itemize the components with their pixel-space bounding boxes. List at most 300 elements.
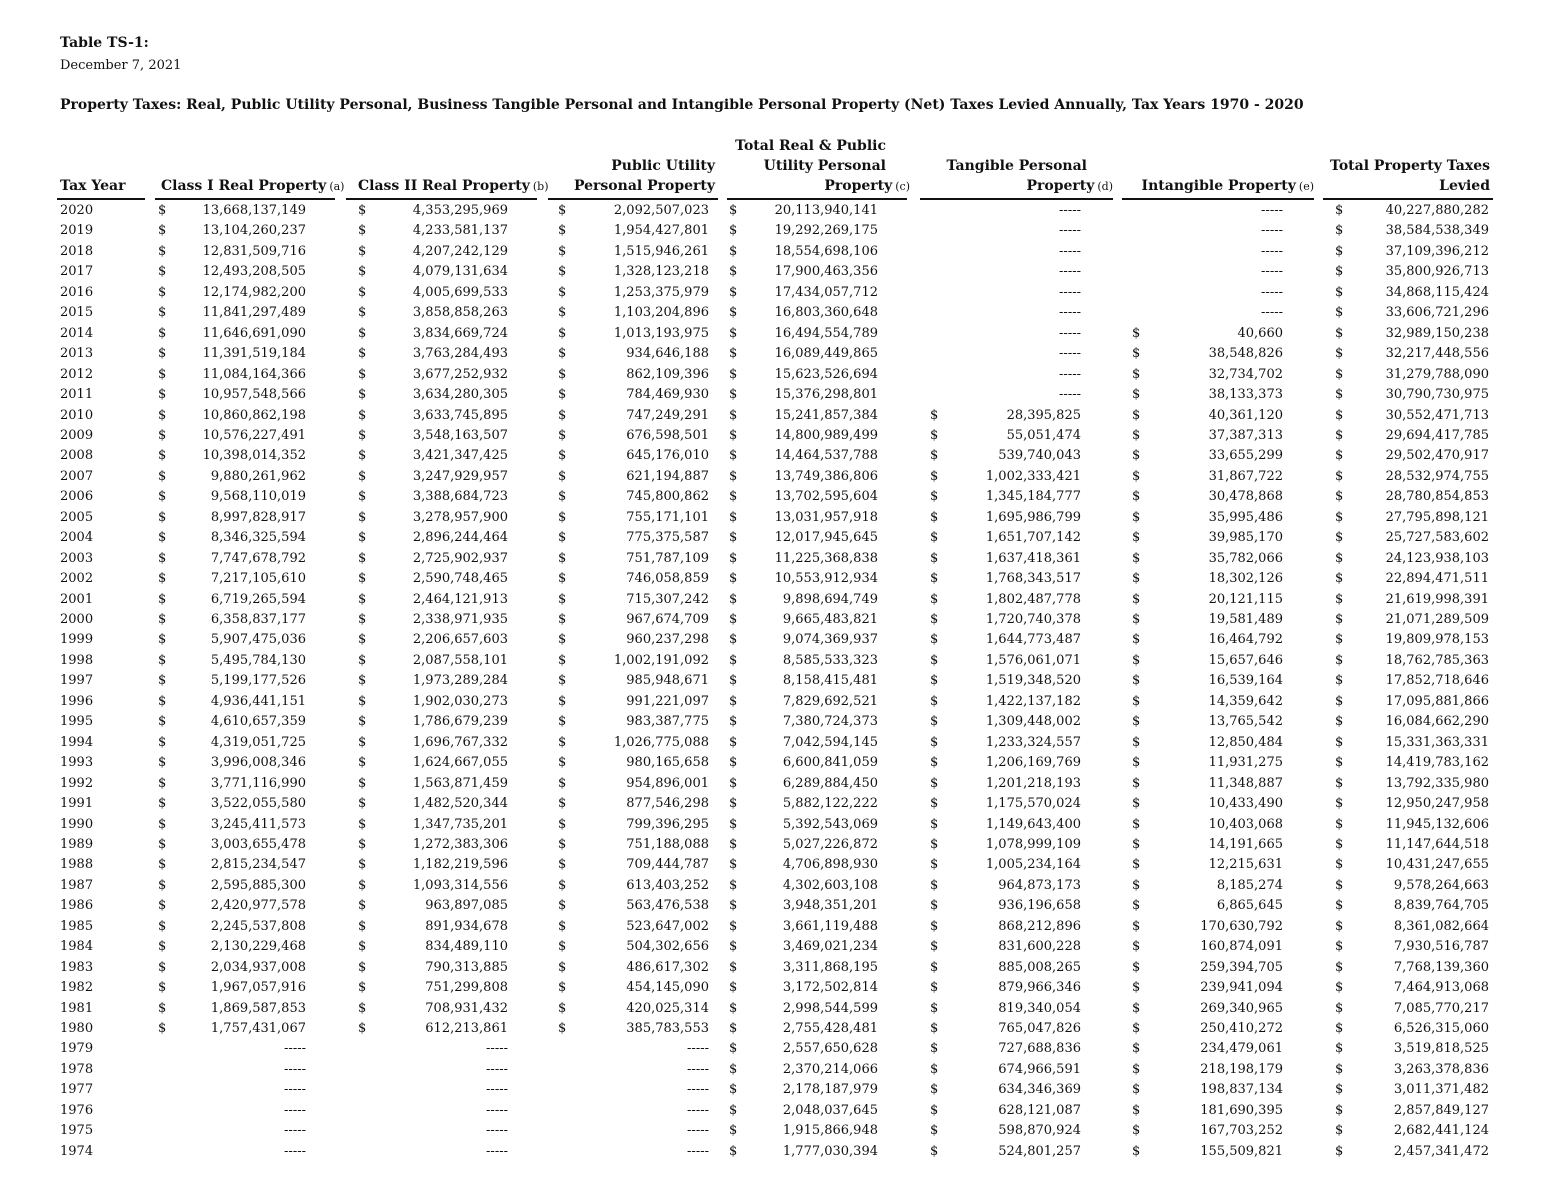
dollar-sign: $ xyxy=(729,366,738,382)
intangible-value: 40,660 xyxy=(1237,325,1283,341)
dollar-sign: $ xyxy=(1132,387,1141,403)
dollar-sign: $ xyxy=(558,836,567,852)
total-taxes-value: 2,857,849,127 xyxy=(1393,1102,1489,1118)
dollar-sign: $ xyxy=(158,877,167,893)
dollar-sign: $ xyxy=(1335,980,1344,996)
dollar-sign: $ xyxy=(1335,468,1344,484)
public-utility-value: 523,647,002 xyxy=(626,918,709,934)
header-intangible-label: Intangible Property xyxy=(1141,178,1296,194)
table-row xyxy=(0,1080,1553,1101)
dollar-sign: $ xyxy=(358,918,367,934)
total-real-pu-value: 14,800,989,499 xyxy=(774,427,878,443)
tax-year-cell: 1984 xyxy=(60,939,94,955)
public-utility-value: 862,109,396 xyxy=(626,366,709,382)
public-utility-value: 1,328,123,218 xyxy=(613,264,709,280)
dollar-sign: $ xyxy=(558,918,567,934)
class1-value: 3,522,055,580 xyxy=(210,796,306,812)
class2-value: 834,489,110 xyxy=(425,939,508,955)
public-utility-value: ----- xyxy=(687,1041,709,1057)
tax-year-cell: 1995 xyxy=(60,714,94,730)
public-utility-value: 2,092,507,023 xyxy=(613,203,709,218)
table-row xyxy=(0,201,1553,222)
intangible-value: 35,782,066 xyxy=(1208,550,1283,566)
dollar-sign: $ xyxy=(1335,264,1344,280)
tax-year-cell: 1983 xyxy=(60,959,94,975)
dollar-sign: $ xyxy=(1132,448,1141,464)
dollar-sign: $ xyxy=(930,693,939,709)
total-taxes-value: 35,800,926,713 xyxy=(1385,264,1489,280)
class1-value: ----- xyxy=(284,1041,306,1057)
tangible-value: 598,870,924 xyxy=(998,1123,1081,1139)
dollar-sign: $ xyxy=(1132,1143,1141,1159)
class2-value: 3,834,669,724 xyxy=(412,325,508,341)
class2-value: 2,590,748,465 xyxy=(412,571,508,587)
header-class1-note: (a) xyxy=(329,180,345,193)
dollar-sign: $ xyxy=(1132,1000,1141,1016)
header-public-utility xyxy=(570,156,715,196)
tangible-value: ----- xyxy=(1059,284,1081,300)
dollar-sign: $ xyxy=(558,1021,567,1036)
class2-value: 1,182,219,596 xyxy=(412,857,508,873)
public-utility-value: 746,058,859 xyxy=(626,571,709,587)
dollar-sign: $ xyxy=(930,1143,939,1159)
dollar-sign: $ xyxy=(1335,714,1344,730)
dollar-sign: $ xyxy=(729,632,738,648)
dollar-sign: $ xyxy=(358,796,367,812)
dollar-sign: $ xyxy=(358,939,367,955)
dollar-sign: $ xyxy=(358,632,367,648)
tangible-value: 1,422,137,182 xyxy=(985,693,1081,709)
tangible-value: ----- xyxy=(1059,346,1081,362)
class1-value: 5,495,784,130 xyxy=(210,652,306,668)
public-utility-value: 645,176,010 xyxy=(626,448,709,464)
intangible-value: 155,509,821 xyxy=(1200,1143,1283,1159)
class2-value: 1,482,520,344 xyxy=(412,796,508,812)
total-real-pu-value: 4,302,603,108 xyxy=(782,877,878,893)
header-public-utility-line1: Public Utility xyxy=(611,158,715,174)
class2-value: ----- xyxy=(486,1041,508,1057)
dollar-sign: $ xyxy=(558,673,567,689)
intangible-value: 259,394,705 xyxy=(1200,959,1283,975)
table-row xyxy=(0,1039,1553,1060)
total-taxes-value: 9,578,264,663 xyxy=(1393,877,1489,893)
public-utility-value: 621,194,887 xyxy=(626,468,709,484)
public-utility-value: 877,546,298 xyxy=(626,796,709,812)
dollar-sign: $ xyxy=(358,693,367,709)
dollar-sign: $ xyxy=(930,468,939,484)
tangible-value: 55,051,474 xyxy=(1006,427,1081,443)
tax-year-cell: 1981 xyxy=(60,1000,94,1016)
dollar-sign: $ xyxy=(729,591,738,607)
dollar-sign: $ xyxy=(729,468,738,484)
total-real-pu-value: 2,557,650,628 xyxy=(782,1041,878,1057)
public-utility-value: ----- xyxy=(687,1123,709,1139)
table-date: December 7, 2021 xyxy=(60,58,182,73)
dollar-sign: $ xyxy=(930,755,939,771)
dollar-sign: $ xyxy=(1335,693,1344,709)
class1-value: 8,346,325,594 xyxy=(210,530,306,546)
total-taxes-value: 6,526,315,060 xyxy=(1393,1021,1489,1036)
dollar-sign: $ xyxy=(358,591,367,607)
dollar-sign: $ xyxy=(729,325,738,341)
dollar-sign: $ xyxy=(930,775,939,791)
public-utility-value: 751,787,109 xyxy=(626,550,709,566)
class2-value: 3,634,280,305 xyxy=(412,387,508,403)
dollar-sign: $ xyxy=(358,284,367,300)
public-utility-value: 709,444,787 xyxy=(626,857,709,873)
dollar-sign: $ xyxy=(1335,939,1344,955)
tax-year-cell: 2014 xyxy=(60,325,94,341)
public-utility-value: 1,013,193,975 xyxy=(613,325,709,341)
tangible-value: 868,212,896 xyxy=(998,918,1081,934)
dollar-sign: $ xyxy=(558,387,567,403)
table-row xyxy=(0,753,1553,774)
tax-year-cell: 1988 xyxy=(60,857,94,873)
total-real-pu-value: 10,553,912,934 xyxy=(774,571,878,587)
dollar-sign: $ xyxy=(1335,346,1344,362)
table-row xyxy=(0,917,1553,938)
class2-value: 3,763,284,493 xyxy=(412,346,508,362)
dollar-sign: $ xyxy=(729,284,738,300)
header-total-taxes-line2: Levied xyxy=(1439,178,1490,194)
total-real-pu-value: 5,027,226,872 xyxy=(782,836,878,852)
dollar-sign: $ xyxy=(1335,407,1344,423)
total-real-pu-value: 15,241,857,384 xyxy=(774,407,878,423)
header-public-utility-line2: Personal Property xyxy=(573,178,715,194)
header-total-real-pu xyxy=(735,136,910,197)
dollar-sign: $ xyxy=(1335,325,1344,341)
dollar-sign: $ xyxy=(1132,980,1141,996)
dollar-sign: $ xyxy=(1132,509,1141,525)
dollar-sign: $ xyxy=(158,243,167,259)
tax-year-cell: 1986 xyxy=(60,898,94,914)
tangible-value: 634,346,369 xyxy=(998,1082,1081,1098)
rule-intangible xyxy=(1122,198,1314,200)
table-row xyxy=(0,1060,1553,1081)
total-real-pu-value: 3,661,119,488 xyxy=(782,918,878,934)
table-row xyxy=(0,692,1553,713)
dollar-sign: $ xyxy=(1335,284,1344,300)
dollar-sign: $ xyxy=(558,305,567,321)
dollar-sign: $ xyxy=(558,939,567,955)
total-taxes-value: 7,464,913,068 xyxy=(1393,980,1489,996)
dollar-sign: $ xyxy=(158,857,167,873)
dollar-sign: $ xyxy=(1335,796,1344,812)
class1-value: 1,869,587,853 xyxy=(210,1000,306,1016)
dollar-sign: $ xyxy=(930,612,939,627)
dollar-sign: $ xyxy=(158,284,167,300)
dollar-sign: $ xyxy=(558,591,567,607)
table-row xyxy=(0,958,1553,979)
dollar-sign: $ xyxy=(358,530,367,546)
dollar-sign: $ xyxy=(558,203,567,218)
dollar-sign: $ xyxy=(729,959,738,975)
dollar-sign: $ xyxy=(1335,816,1344,832)
table-row xyxy=(0,835,1553,856)
public-utility-value: 747,249,291 xyxy=(626,407,709,423)
intangible-value: ----- xyxy=(1261,243,1283,259)
class1-value: 11,391,519,184 xyxy=(202,346,306,362)
class1-value: 5,199,177,526 xyxy=(210,673,306,689)
table-subtitle: Property Taxes: Real, Public Utility Personal, Business Tangible Personal and Intangible Personal Property (Net) Taxes Levied Annually, Tax Years 1970 - 2020 xyxy=(60,97,1304,113)
class1-value: 11,841,297,489 xyxy=(202,305,306,321)
total-taxes-value: 3,263,378,836 xyxy=(1393,1061,1489,1077)
tax-year-cell: 1991 xyxy=(60,796,94,812)
intangible-value: 37,387,313 xyxy=(1208,427,1283,443)
intangible-value: ----- xyxy=(1261,223,1283,239)
tax-year-cell: 1976 xyxy=(60,1102,94,1118)
dollar-sign: $ xyxy=(729,857,738,873)
header-tax-year: Tax Year xyxy=(60,178,126,194)
dollar-sign: $ xyxy=(358,366,367,382)
total-real-pu-value: 3,172,502,814 xyxy=(782,980,878,996)
tax-year-cell: 2015 xyxy=(60,305,94,321)
intangible-value: 38,548,826 xyxy=(1208,346,1283,362)
total-real-pu-value: 5,882,122,222 xyxy=(782,796,878,812)
class1-value: 2,815,234,547 xyxy=(210,857,306,873)
total-real-pu-value: 2,998,544,599 xyxy=(782,1000,878,1016)
dollar-sign: $ xyxy=(1335,571,1344,587)
tangible-value: 1,002,333,421 xyxy=(985,468,1081,484)
total-taxes-value: 17,852,718,646 xyxy=(1385,673,1489,689)
dollar-sign: $ xyxy=(158,346,167,362)
dollar-sign: $ xyxy=(158,530,167,546)
tax-year-cell: 1977 xyxy=(60,1082,94,1098)
dollar-sign: $ xyxy=(1132,468,1141,484)
public-utility-value: 983,387,775 xyxy=(626,714,709,730)
dollar-sign: $ xyxy=(158,1021,167,1036)
public-utility-value: 745,800,862 xyxy=(626,489,709,505)
dollar-sign: $ xyxy=(729,530,738,546)
dollar-sign: $ xyxy=(1132,714,1141,730)
table-row xyxy=(0,487,1553,508)
tax-year-cell: 2016 xyxy=(60,284,94,300)
intangible-value: 10,403,068 xyxy=(1208,816,1283,832)
dollar-sign: $ xyxy=(1335,959,1344,975)
dollar-sign: $ xyxy=(1335,1102,1344,1118)
table-row xyxy=(0,242,1553,263)
dollar-sign: $ xyxy=(158,918,167,934)
class1-value: 7,217,105,610 xyxy=(210,571,306,587)
dollar-sign: $ xyxy=(158,816,167,832)
class2-value: 4,079,131,634 xyxy=(412,264,508,280)
dollar-sign: $ xyxy=(1335,652,1344,668)
public-utility-value: 991,221,097 xyxy=(626,693,709,709)
dollar-sign: $ xyxy=(558,509,567,525)
header-tangible-line2: Property xyxy=(1026,178,1095,194)
tangible-value: 1,768,343,517 xyxy=(985,571,1081,587)
intangible-value: 33,655,299 xyxy=(1208,448,1283,464)
tangible-value: 1,802,487,778 xyxy=(985,591,1081,607)
tangible-value: 765,047,826 xyxy=(998,1021,1081,1036)
dollar-sign: $ xyxy=(558,693,567,709)
dollar-sign: $ xyxy=(558,264,567,280)
dollar-sign: $ xyxy=(729,714,738,730)
dollar-sign: $ xyxy=(558,775,567,791)
header-tangible xyxy=(930,156,1113,197)
intangible-value: ----- xyxy=(1261,305,1283,321)
table-row xyxy=(0,590,1553,611)
dollar-sign: $ xyxy=(930,836,939,852)
dollar-sign: $ xyxy=(930,550,939,566)
intangible-value: 250,410,272 xyxy=(1200,1021,1283,1036)
table-row xyxy=(0,630,1553,651)
dollar-sign: $ xyxy=(558,530,567,546)
table-row xyxy=(0,406,1553,427)
dollar-sign: $ xyxy=(158,632,167,648)
tax-year-cell: 2009 xyxy=(60,427,94,443)
total-real-pu-value: 13,031,957,918 xyxy=(774,509,878,525)
class2-value: ----- xyxy=(486,1061,508,1077)
class2-value: 3,421,347,425 xyxy=(412,448,508,464)
total-taxes-value: 11,945,132,606 xyxy=(1385,816,1489,832)
tangible-value: 964,873,173 xyxy=(998,877,1081,893)
dollar-sign: $ xyxy=(1132,346,1141,362)
dollar-sign: $ xyxy=(729,796,738,812)
dollar-sign: $ xyxy=(930,1123,939,1139)
dollar-sign: $ xyxy=(358,448,367,464)
total-real-pu-value: 8,585,533,323 xyxy=(782,652,878,668)
tangible-value: 1,519,348,520 xyxy=(985,673,1081,689)
tangible-value: 524,801,257 xyxy=(998,1143,1081,1159)
dollar-sign: $ xyxy=(729,448,738,464)
dollar-sign: $ xyxy=(158,939,167,955)
dollar-sign: $ xyxy=(358,714,367,730)
tax-year-cell: 2005 xyxy=(60,509,94,525)
dollar-sign: $ xyxy=(358,223,367,239)
total-taxes-value: 10,431,247,655 xyxy=(1385,857,1489,873)
intangible-value: ----- xyxy=(1261,203,1283,218)
dollar-sign: $ xyxy=(358,243,367,259)
table-row xyxy=(0,1121,1553,1142)
total-real-pu-value: 7,380,724,373 xyxy=(782,714,878,730)
class1-value: 6,358,837,177 xyxy=(210,612,306,627)
intangible-value: 31,867,722 xyxy=(1208,468,1283,484)
class1-value: 9,568,110,019 xyxy=(210,489,306,505)
table-row xyxy=(0,569,1553,590)
class1-value: 11,646,691,090 xyxy=(202,325,306,341)
class1-value: 6,719,265,594 xyxy=(210,591,306,607)
total-real-pu-value: 17,434,057,712 xyxy=(774,284,878,300)
total-real-pu-value: 2,048,037,645 xyxy=(782,1102,878,1118)
dollar-sign: $ xyxy=(358,1021,367,1036)
total-taxes-value: 7,085,770,217 xyxy=(1393,1000,1489,1016)
table-row xyxy=(0,303,1553,324)
header-tangible-note: (d) xyxy=(1097,180,1113,193)
class2-value: 3,247,929,957 xyxy=(412,468,508,484)
tangible-value: 1,644,773,487 xyxy=(985,632,1081,648)
dollar-sign: $ xyxy=(1132,1061,1141,1077)
dollar-sign: $ xyxy=(729,264,738,280)
dollar-sign: $ xyxy=(558,223,567,239)
intangible-value: 18,302,126 xyxy=(1208,571,1283,587)
public-utility-value: 934,646,188 xyxy=(626,346,709,362)
tangible-value: 1,206,169,769 xyxy=(985,755,1081,771)
total-real-pu-value: 7,829,692,521 xyxy=(782,693,878,709)
class1-value: 12,174,982,200 xyxy=(202,284,306,300)
public-utility-value: 985,948,671 xyxy=(626,673,709,689)
intangible-value: 16,539,164 xyxy=(1208,673,1283,689)
intangible-value: 16,464,792 xyxy=(1208,632,1283,648)
intangible-value: 11,931,275 xyxy=(1208,755,1283,771)
header-total-real-pu-line3: Property xyxy=(824,178,893,194)
total-taxes-value: 30,790,730,975 xyxy=(1385,387,1489,403)
tangible-value: ----- xyxy=(1059,223,1081,239)
header-intangible xyxy=(1130,176,1314,197)
dollar-sign: $ xyxy=(729,652,738,668)
class1-value: 2,420,977,578 xyxy=(210,898,306,914)
public-utility-value: 715,307,242 xyxy=(626,591,709,607)
table-row xyxy=(0,549,1553,570)
tax-year-cell: 1979 xyxy=(60,1041,94,1057)
class1-value: 4,319,051,725 xyxy=(210,734,306,750)
intangible-value: ----- xyxy=(1261,284,1283,300)
intangible-value: 40,361,120 xyxy=(1208,407,1283,423)
dollar-sign: $ xyxy=(558,734,567,750)
table-row xyxy=(0,815,1553,836)
dollar-sign: $ xyxy=(158,734,167,750)
dollar-sign: $ xyxy=(558,407,567,423)
dollar-sign: $ xyxy=(358,325,367,341)
tangible-value: 1,651,707,142 xyxy=(985,530,1081,546)
dollar-sign: $ xyxy=(729,877,738,893)
dollar-sign: $ xyxy=(930,448,939,464)
class2-value: 612,213,861 xyxy=(425,1021,508,1036)
dollar-sign: $ xyxy=(358,980,367,996)
tangible-value: 1,078,999,109 xyxy=(985,836,1081,852)
tax-year-cell: 2001 xyxy=(60,591,94,607)
dollar-sign: $ xyxy=(729,489,738,505)
tangible-value: 1,175,570,024 xyxy=(985,796,1081,812)
class1-value: 1,757,431,067 xyxy=(210,1021,306,1036)
tax-year-cell: 2012 xyxy=(60,366,94,382)
dollar-sign: $ xyxy=(558,284,567,300)
public-utility-value: 954,896,001 xyxy=(626,775,709,791)
class2-value: 3,278,957,900 xyxy=(412,509,508,525)
tax-year-cell: 2007 xyxy=(60,468,94,484)
dollar-sign: $ xyxy=(729,939,738,955)
tax-year-cell: 1990 xyxy=(60,816,94,832)
tax-year-cell: 1985 xyxy=(60,918,94,934)
dollar-sign: $ xyxy=(1132,898,1141,914)
dollar-sign: $ xyxy=(930,509,939,525)
class2-value: 891,934,678 xyxy=(425,918,508,934)
dollar-sign: $ xyxy=(158,550,167,566)
class2-value: ----- xyxy=(486,1143,508,1159)
dollar-sign: $ xyxy=(1335,1082,1344,1098)
class2-value: 2,725,902,937 xyxy=(412,550,508,566)
class2-value: 4,005,699,533 xyxy=(412,284,508,300)
total-real-pu-value: 13,749,386,806 xyxy=(774,468,878,484)
tax-year-cell: 2003 xyxy=(60,550,94,566)
dollar-sign: $ xyxy=(1132,571,1141,587)
dollar-sign: $ xyxy=(1132,918,1141,934)
total-real-pu-value: 14,464,537,788 xyxy=(774,448,878,464)
dollar-sign: $ xyxy=(558,816,567,832)
dollar-sign: $ xyxy=(930,877,939,893)
dollar-sign: $ xyxy=(729,1000,738,1016)
dollar-sign: $ xyxy=(558,980,567,996)
dollar-sign: $ xyxy=(358,550,367,566)
tax-year-cell: 2004 xyxy=(60,530,94,546)
dollar-sign: $ xyxy=(1335,898,1344,914)
public-utility-value: 755,171,101 xyxy=(626,509,709,525)
class2-value: 2,464,121,913 xyxy=(412,591,508,607)
dollar-sign: $ xyxy=(1132,366,1141,382)
intangible-value: 39,985,170 xyxy=(1208,530,1283,546)
table-row xyxy=(0,324,1553,345)
total-taxes-value: 8,361,082,664 xyxy=(1393,918,1489,934)
